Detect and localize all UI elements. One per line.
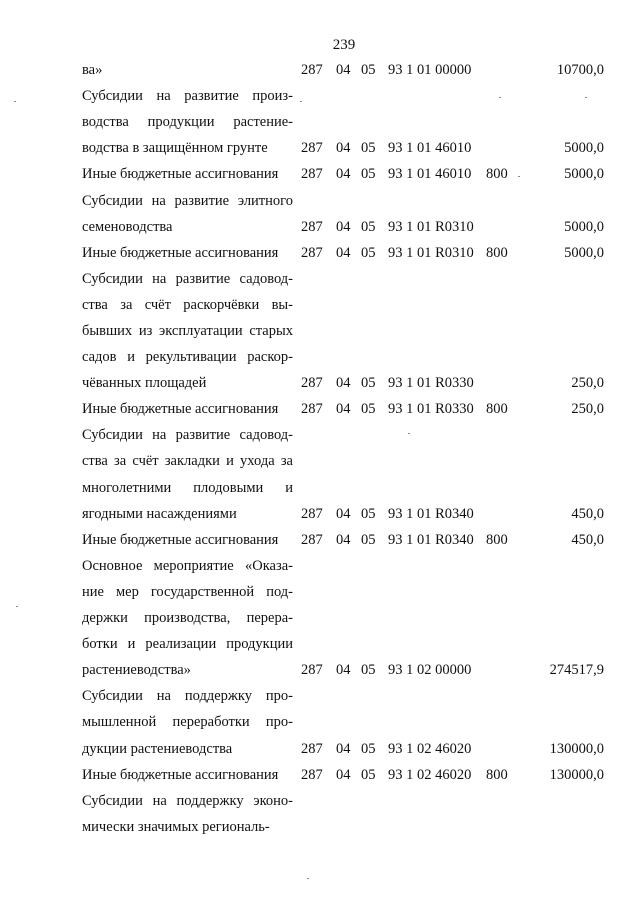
section-cell: 04 — [336, 662, 351, 679]
section-cell: 04 — [336, 401, 351, 418]
row-description-line: Субсидии на поддержку про- — [82, 688, 293, 705]
target-article-cell: 93 1 01 00000 — [388, 62, 472, 78]
scan-speck — [307, 878, 309, 879]
row-description-line: держки производства, перера- — [82, 610, 293, 627]
section-cell: 04 — [336, 218, 351, 235]
amount-cell: 274517,9 — [549, 662, 604, 679]
admin-code-cell: 287 — [301, 740, 323, 757]
section-cell: 04 — [336, 531, 351, 548]
row-description-line: бывших из эксплуатации старых — [82, 322, 293, 339]
target-article-cell: 93 1 02 46020 — [388, 740, 472, 757]
expense-type-cell: 800 — [486, 531, 508, 548]
row-description-line: семеноводства — [82, 218, 173, 235]
admin-code-cell: 287 — [301, 401, 323, 418]
target-article-cell: 93 1 01 46010 — [388, 166, 472, 183]
row-description-line: Иные бюджетные ассигнования — [82, 166, 279, 183]
section-cell: 04 — [336, 62, 351, 78]
target-article-cell: 93 1 01 46010 — [388, 140, 472, 157]
admin-code-cell: 287 — [301, 662, 323, 679]
admin-code-cell: 287 — [301, 531, 323, 548]
section-cell: 04 — [336, 740, 351, 757]
admin-code-cell: 287 — [301, 218, 323, 235]
admin-code-cell: 287 — [301, 375, 323, 392]
row-description-line: многолетними плодовыми и — [82, 479, 293, 496]
amount-cell: 5000,0 — [564, 218, 604, 235]
row-description-line: мически значимых региональ- — [82, 818, 270, 835]
subsection-cell: 05 — [361, 662, 376, 679]
row-description-line: ва» — [82, 62, 103, 78]
row-description-line: Иные бюджетные ассигнования — [82, 766, 279, 783]
admin-code-cell: 287 — [301, 140, 323, 157]
admin-code-cell: 287 — [301, 166, 323, 183]
row-description-line: Субсидии на развитие садовод- — [82, 270, 293, 287]
admin-code-cell: 287 — [301, 244, 323, 261]
row-description-line: Субсидии на развитие садовод- — [82, 427, 293, 444]
scan-speck — [499, 97, 501, 98]
target-article-cell: 93 1 01 R0340 — [388, 505, 474, 522]
amount-cell: 5000,0 — [564, 140, 604, 157]
subsection-cell: 05 — [361, 62, 376, 78]
scan-speck — [14, 101, 16, 102]
row-description-line: Субсидии на развитие элитного — [82, 192, 293, 209]
admin-code-cell: 287 — [301, 505, 323, 522]
subsection-cell: 05 — [361, 740, 376, 757]
target-article-cell: 93 1 01 R0310 — [388, 244, 474, 261]
scan-speck — [16, 606, 18, 607]
table-row — [0, 425, 640, 529]
amount-cell: 5000,0 — [564, 244, 604, 261]
row-description-line: ботки и реализации продукции — [82, 636, 293, 653]
subsection-cell: 05 — [361, 375, 376, 392]
target-article-cell: 93 1 01 R0310 — [388, 218, 474, 235]
section-cell: 04 — [336, 505, 351, 522]
row-description-line: Иные бюджетные ассигнования — [82, 531, 279, 548]
amount-cell: 250,0 — [571, 401, 604, 418]
scan-speck — [585, 97, 587, 98]
subsection-cell: 05 — [361, 140, 376, 157]
section-cell: 04 — [336, 766, 351, 783]
table-row — [0, 164, 640, 190]
subsection-cell: 05 — [361, 505, 376, 522]
table-row — [0, 765, 640, 791]
table-row — [0, 191, 640, 243]
row-description-line: ние мер государственной под- — [82, 583, 293, 600]
admin-code-cell: 287 — [301, 62, 323, 78]
target-article-cell: 93 1 02 46020 — [388, 766, 472, 783]
row-description-line: Иные бюджетные ассигнования — [82, 401, 279, 418]
amount-cell: 450,0 — [571, 531, 604, 548]
target-article-cell: 93 1 02 00000 — [388, 662, 472, 679]
table-row — [0, 60, 640, 86]
table-row — [0, 86, 640, 164]
subsection-cell: 05 — [361, 218, 376, 235]
subsection-cell: 05 — [361, 766, 376, 783]
table-row — [0, 556, 640, 687]
scan-speck — [300, 101, 302, 102]
row-description-line: дукции растениеводства — [82, 740, 233, 757]
target-article-cell: 93 1 01 R0340 — [388, 531, 474, 548]
row-description-line: растениеводства» — [82, 662, 191, 679]
table-row — [0, 530, 640, 556]
amount-cell: 450,0 — [571, 505, 604, 522]
target-article-cell: 93 1 01 R0330 — [388, 375, 474, 392]
row-description-line: Основное мероприятие «Оказа- — [82, 557, 293, 574]
row-description-line: Субсидии на развитие произ- — [82, 88, 293, 105]
amount-cell: 130000,0 — [549, 740, 604, 757]
scan-speck — [408, 433, 410, 434]
subsection-cell: 05 — [361, 244, 376, 261]
row-description-line: садов и рекультивации раскор- — [82, 349, 293, 366]
table-row — [0, 243, 640, 269]
expense-type-cell: 800 — [486, 244, 508, 261]
table-row — [0, 791, 640, 843]
row-description-line: ства за счёт раскорчёвки вы- — [82, 296, 293, 313]
row-description-line: Иные бюджетные ассигнования — [82, 244, 279, 261]
row-description-line: ягодными насаждениями — [82, 505, 237, 522]
section-cell: 04 — [336, 166, 351, 183]
row-description-line: Субсидии на поддержку эконо- — [82, 792, 293, 809]
target-article-cell: 93 1 01 R0330 — [388, 401, 474, 418]
section-cell: 04 — [336, 375, 351, 392]
page-number: 239 — [332, 37, 356, 53]
row-description-line: мышленной переработки про- — [82, 714, 293, 731]
section-cell: 04 — [336, 244, 351, 261]
row-description-line: ства за счёт закладки и ухода за — [82, 453, 293, 470]
subsection-cell: 05 — [361, 166, 376, 183]
expense-type-cell: 800 — [486, 166, 508, 183]
amount-cell: 130000,0 — [549, 766, 604, 783]
subsection-cell: 05 — [361, 401, 376, 418]
table-row — [0, 269, 640, 400]
amount-cell: 5000,0 — [564, 166, 604, 183]
row-description-line: чёванных площадей — [82, 375, 207, 392]
subsection-cell: 05 — [361, 531, 376, 548]
expense-type-cell: 800 — [486, 766, 508, 783]
scan-speck — [518, 176, 520, 177]
table-row — [0, 686, 640, 764]
amount-cell: 10700,0 — [556, 62, 604, 78]
admin-code-cell: 287 — [301, 766, 323, 783]
row-description-line: водства в защищённом грунте — [82, 140, 268, 157]
table-row — [0, 399, 640, 425]
section-cell: 04 — [336, 140, 351, 157]
amount-cell: 250,0 — [571, 375, 604, 392]
row-description-line: водства продукции растение- — [82, 114, 293, 131]
expense-type-cell: 800 — [486, 401, 508, 418]
